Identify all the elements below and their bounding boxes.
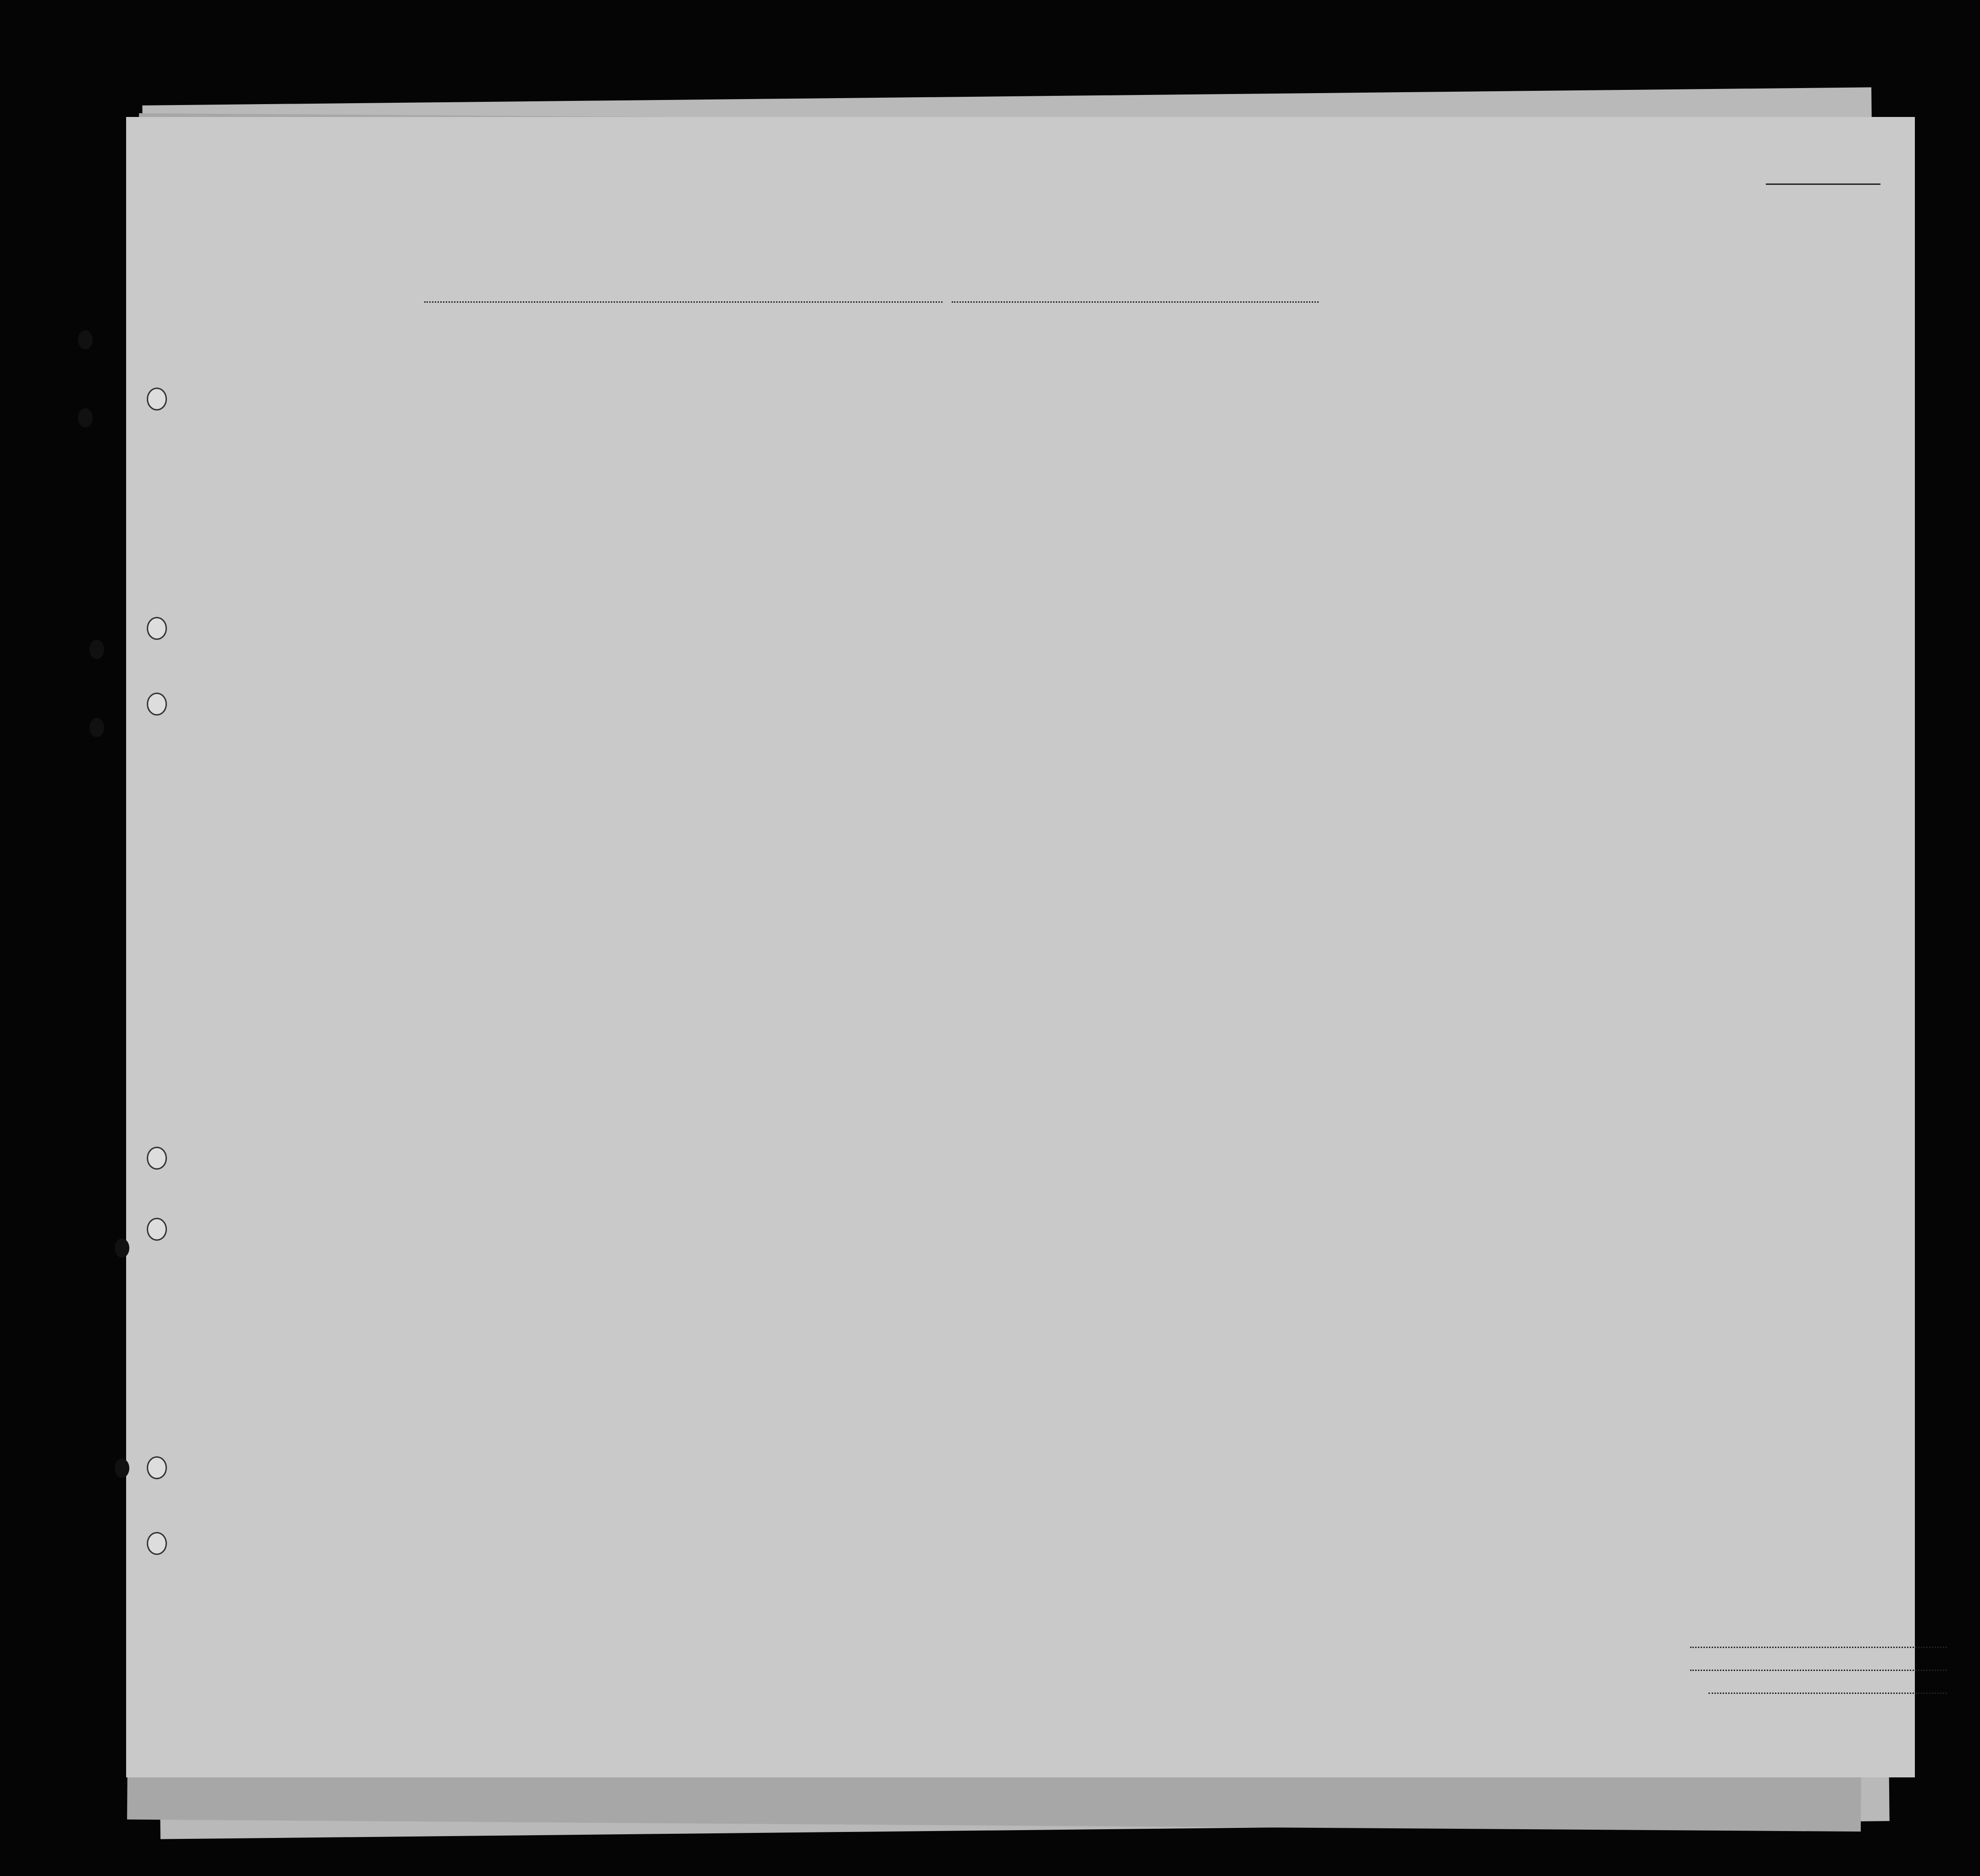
punch-hole (115, 1238, 129, 1258)
table-grid (126, 117, 1915, 1777)
binder-hole (147, 388, 167, 411)
binder-hole (147, 1532, 167, 1555)
binder-hole (147, 617, 167, 640)
binder-hole (147, 1147, 167, 1170)
owners-signature-line (1690, 1670, 1947, 1671)
binder-hole (147, 693, 167, 716)
punch-hole (89, 718, 104, 737)
binder-hole (147, 1456, 167, 1479)
punch-hole (78, 408, 93, 427)
agents-signature-line (1708, 1693, 1947, 1694)
manifest-sheet (126, 117, 1915, 1777)
punch-hole (89, 640, 104, 659)
punch-hole (78, 330, 93, 350)
binder-hole (147, 1218, 167, 1241)
punch-hole (115, 1459, 129, 1478)
line-signature-line (1690, 1647, 1947, 1648)
